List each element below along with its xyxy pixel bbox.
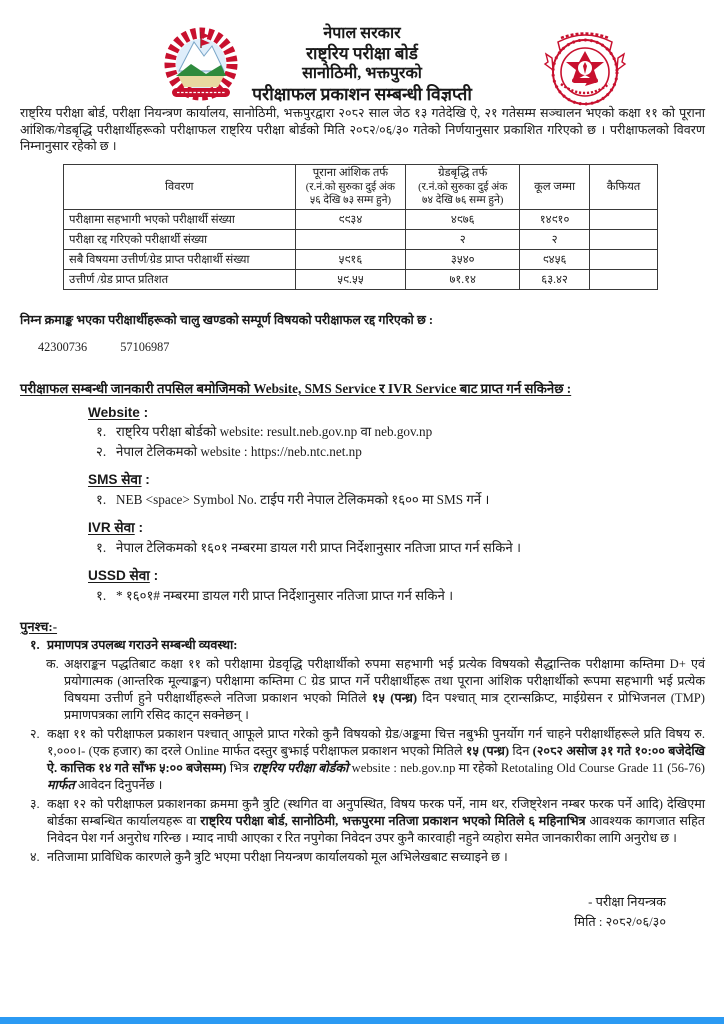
cell-remarks <box>590 269 658 289</box>
col-header-grade-increment: ग्रेडबृद्धि तर्फ (र.नं.को सुरुका दुई अंक ७४ देखि ७६ सम्म हुने) <box>406 165 520 209</box>
document-header <box>0 0 724 104</box>
section-heading-ivr: IVR सेवा : <box>88 519 144 535</box>
neb-seal-logo <box>528 20 642 112</box>
roll-number: 57106987 <box>120 339 170 354</box>
result-info-heading: परीक्षाफल सम्बन्धी जानकारी तपसिल बमोजिमको Website, SMS Service र IVR Service बाट प्राप्त गर्न सकिनेछ : <box>20 380 572 396</box>
results-table <box>63 164 658 289</box>
notice-title: परीक्षाफल प्रकाशन सम्बन्धी विज्ञप्ती <box>252 83 472 104</box>
table-row <box>64 249 658 269</box>
signature-date: मिति : २०८२/०६/३० <box>574 915 666 930</box>
col-header-total: कूल जम्मा <box>520 165 590 209</box>
postscript-item-3: ३. कक्षा १२ को परीक्षाफल प्रकाशनका क्रममा कुनै त्रुटि (स्थगित वा अनुपस्थित, विषय फरक पर्ने, नाम थर, रजिष्ट्रेशन नम्बर फरक पर्ने आदि) देखिएमा बोर्डका सम्बन्धित कार्यालयहरू वा राष्ट्रिय परीक्षा बोर्ड, सानोठिमी, भक्तपुरमा नतिजा प्रकाशन भएको मितिले ६ महिनाभित्र आवश्यक कागजात सहित निवेदन पेश गर्न अनुरोध गरिन्छ । म्याद नाघी आएका र रित नपुगेका निवेदन उपर कुनै कारवाही नहुने व्यहोरा समेत जानकारीका लागि अनुरोध छ । <box>30 796 705 845</box>
table-row <box>64 269 658 289</box>
cell-value: २ <box>406 229 520 249</box>
board-name-line: राष्ट्रिय परीक्षा बोर्ड <box>306 43 418 63</box>
cell-value: ४९७६ <box>406 209 520 229</box>
roll-number: 42300736 <box>38 339 88 354</box>
cell-remarks <box>590 209 658 229</box>
cancelled-results-note: निम्न क्रमाङ्क भएका परीक्षार्थीहरूको चालु खण्डको सम्पूर्ण विषयको परीक्षाफल रद्द गरिएको छ : <box>20 312 434 327</box>
address-line: सानोठिमी, भक्तपुरको <box>302 65 422 83</box>
bottom-accent-bar <box>0 1017 724 1024</box>
table-row <box>64 229 658 249</box>
cell-value: ५९.५५ <box>295 269 406 289</box>
cell-value: २ <box>520 229 590 249</box>
col-header-remarks: कैफियत <box>590 165 658 209</box>
signature-block <box>0 892 666 933</box>
section-heading-ussd: USSD सेवा : <box>88 567 159 583</box>
ivr-item-1: १. नेपाल टेलिकमको १६०१ नम्बरमा डायल गरी प्राप्त निर्देशानुसार नतिजा प्राप्त गर्न सकिने । <box>96 539 521 555</box>
nepal-emblem-icon <box>146 24 256 106</box>
table-header-row <box>64 165 658 209</box>
neb-seal-icon <box>528 20 642 112</box>
section-heading-website: Website : <box>88 404 149 420</box>
row-label: परीक्षा रद्द गरिएको परीक्षार्थी संख्या <box>64 229 296 249</box>
table-row <box>64 209 658 229</box>
intro-paragraph: राष्ट्रिय परीक्षा बोर्ड, परीक्षा नियन्त्रण कार्यालय, सानोठिमी, भक्तपुरद्वारा २०८२ साल जेठ १३ गतेदेखि ऐ, २१ गतेसम्म सञ्चालन भएको कक्षा ११ को पूराना आंशिक/गेडबृद्धि परीक्षार्थीहरूको परीक्षाफल राष्ट्रिय परीक्षा बोर्डको मिति २०८२/०६/३० गतेको निर्णयानुसार प्रकाशित गरिएको छ । परीक्षाफलको विवरण निम्नानुसार रहेको छ । <box>20 106 705 154</box>
cell-value: ९९३४ <box>295 209 406 229</box>
sms-item-1: १. NEB <space> Symbol No. टाईप गरी नेपाल टेलिकमको १६०० मा SMS गर्ने । <box>96 492 490 508</box>
signatory-title: - परीक्षा नियन्त्रक <box>588 894 666 909</box>
col-header-old-partial: पूराना आंशिक तर्फ (र.नं.को सुरुका दुई अंक ५६ देखि ७३ सम्म हुने) <box>295 165 406 209</box>
postscript-item-2: २. कक्षा ११ को परीक्षाफल प्रकाशन पश्चात् आफूले प्राप्त गरेको कुनै विषयको ग्रेड/अङ्कमा चित्त नबुझी पुनर्योग गर्न चाहने परीक्षार्थीहरूले प्रति विषय रु. १,०००।- (एक हजार) का दरले Online मार्फत दस्तुर बुझाई परीक्षाफल प्रकाशन भएको मितिले १५ (पन्ध्र) दिन (२०८२ असोज ३१ गते १०:०० बजेदेखि ऐ. कात्तिक १४ गते साँझ ५:०० बजेसम्म) भित्र राष्ट्रिय परीक्षा बोर्डको website : neb.gov.np मा रहेको Retotaling Old Course Grade 11 (56-76) मार्फत आवेदन दिनुपर्नेछ । <box>30 726 705 792</box>
cell-value: ९४५६ <box>520 249 590 269</box>
website-item-1: १. राष्ट्रिय परीक्षा बोर्डको website: result.neb.gov.np वा neb.gov.np <box>96 423 433 439</box>
government-line: नेपाल सरकार <box>323 25 401 42</box>
ussd-item-1: १. * १६०१# नम्बरमा डायल गरी प्राप्त निर्देशानुसार नतिजा प्राप्त गर्न सकिने । <box>96 587 454 603</box>
cell-value: ५९१६ <box>295 249 406 269</box>
section-heading-sms: SMS सेवा : <box>88 472 150 488</box>
postscript-item-1a: क. अक्षराङ्कन पद्धतिबाट कक्षा ११ को परीक्षामा ग्रेडवृद्धि परीक्षार्थीको रुपमा सहभागी भई प्रत्येक विषयको सैद्धान्तिक परीक्षामा कम्तिमा D+ एवं प्रयोगात्मक (आन्तरिक मूल्याङ्कन) परीक्षामा कम्तिमा C ग्रेड प्राप्त गर्ने परीक्षार्थीहरू तथा पूराना आंशिक परीक्षार्थीको रूपमा सहभागी भई प्रत्येक विषयमा उत्तीर्ण हुने परीक्षार्थीहरूले नतिजा प्रकाशन भएको मितिले १५ (पन्ध्र) दिन पश्चात् मात्र ट्रान्सक्रिप्ट, माईग्रेसन र प्रोभिजनल (TMP) प्रमाणपत्रका लागि रसिद काट्न सक्नेछन् । <box>46 656 705 722</box>
row-label: उत्तीर्ण /ग्रेड प्राप्त प्रतिशत <box>64 269 296 289</box>
postscript-title: पुनश्च:- <box>20 618 58 634</box>
postscript-item-4: ४. नतिजामा प्राविधिक कारणले कुनै त्रुटि भएमा परीक्षा नियन्त्रण कार्यालयको मूल अभिलेखबाट सच्याइने छ । <box>30 849 508 864</box>
postscript-item-1: १. प्रमाणपत्र उपलब्ध गराउने सम्बन्धी व्यवस्था: <box>30 637 238 652</box>
col-header-description: विवरण <box>64 165 296 209</box>
row-label: परीक्षामा सहभागी भएको परीक्षार्थी संख्या <box>64 209 296 229</box>
nepal-government-emblem-logo <box>146 24 256 106</box>
cancelled-roll-numbers <box>38 340 724 355</box>
cell-remarks <box>590 229 658 249</box>
cell-remarks <box>590 249 658 269</box>
cell-value <box>295 229 406 249</box>
row-label: सबै विषयमा उत्तीर्ण/ग्रेड प्राप्त परीक्षार्थी संख्या <box>64 249 296 269</box>
cell-value: १४९१० <box>520 209 590 229</box>
cell-value: ३५४० <box>406 249 520 269</box>
cell-value: ६३.४२ <box>520 269 590 289</box>
website-item-2: २. नेपाल टेलिकमको website : https://neb.ntc.net.np <box>96 444 362 460</box>
cell-value: ७१.१४ <box>406 269 520 289</box>
